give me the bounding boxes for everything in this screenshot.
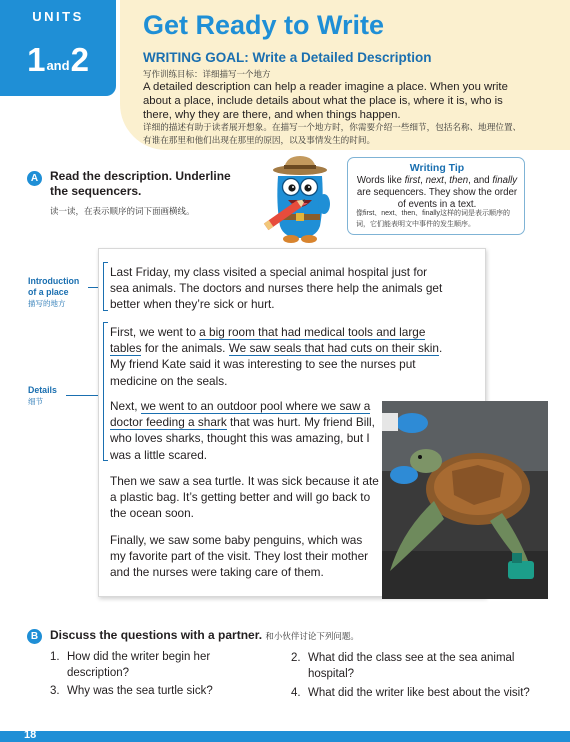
section-a-instruction: Read the description. Underline the sequencers. (50, 169, 231, 198)
label-introduction-translation: 描写的地方 (28, 299, 66, 308)
unit-number-first: 1 (27, 41, 46, 78)
passage-paragraph-3 (110, 398, 378, 463)
passage-text: . My friend Kate said it was interesting to see the nurses put medicine on the seals. (110, 341, 443, 388)
writing-tip-text (356, 175, 518, 211)
intro-translation: 详细的描述有助于读者展开想象。在描写一个地方时，你需要介绍一些细节，包括名称、地理位置、有谁在那里和他们出现在那里的原因，以及事情发生的时间。 (143, 122, 522, 145)
details-connector (66, 395, 100, 396)
section-b-badge: B (27, 629, 42, 644)
writing-tip-translation: 像first、next、then、finally这样的词是表示顺序的词，它们能表明文中事件的发生顺序。 (356, 210, 511, 228)
question-text: What did the writer like best about the visit? (308, 687, 530, 699)
mascot-explorer-icon (262, 154, 338, 244)
writing-goal-translation: 写作训练目标：详细描写一个地方 (143, 69, 271, 79)
underlined-detail: We saw seals that had cuts on their skin (228, 341, 439, 356)
question-text: How did the writer begin her description? (67, 651, 211, 679)
unit-numbers (0, 42, 116, 84)
tip-word-finally: finally (492, 175, 518, 186)
question-number: 4. (291, 687, 301, 699)
tip-separator: , (420, 175, 426, 186)
writing-tip-box (347, 157, 525, 235)
tip-text-part: are sequencers. They show the order of events in a text. (356, 187, 518, 210)
passage-text: that was hurt. My friend Bill, who loves sharks, thought this was amazing, but I was a little scared. (110, 415, 375, 462)
passage-paragraph-5: Finally, we saw some baby penguins, which was my favorite part of the visit. They lost their mother and the nurses were taking care of them. (110, 533, 369, 580)
section-b-instruction-translation: 和小伙伴讨论下列问题。 (265, 631, 359, 641)
unit-and: and (46, 58, 70, 73)
underlined-detail: a big room that had medical tools and large tables (110, 325, 426, 356)
section-a-instruction-translation: 读一读，在表示顺序的词下面画横线。 (50, 206, 195, 216)
underlined-detail: we went to an outdoor pool where we saw a doctor feeding a shark (110, 399, 371, 430)
question-text: Why was the sea turtle sick? (67, 685, 213, 697)
label-introduction (28, 276, 86, 309)
passage-paragraph-2 (110, 324, 450, 389)
page-number: 18 (24, 729, 37, 741)
unit-number-second: 2 (70, 41, 89, 78)
section-a-badge: A (27, 171, 42, 186)
question-text: What did the class see at the sea animal hospital? (308, 652, 515, 680)
intro-text: A detailed description can help a reader imagine a place. When you write about a place, include details about what the place is, where it is, who is there, why they are there, and when things happen. (143, 81, 508, 121)
tip-separator: , (443, 175, 450, 186)
passage-text: for the animals. (141, 341, 229, 356)
details-bracket (103, 322, 108, 461)
tip-text-part: , and (468, 175, 493, 186)
section-b-instruction (50, 628, 359, 642)
page-title: Get Ready to Write (143, 10, 385, 40)
writing-tip-title: Writing Tip (409, 162, 465, 174)
label-details-text: Details (28, 385, 57, 395)
tip-word-next: next (425, 175, 444, 186)
passage-text: First, we went to (110, 325, 200, 339)
label-introduction-text: Introduction of a place (28, 276, 80, 297)
passage-text: Next, (110, 399, 141, 413)
question-number: 2. (291, 652, 301, 664)
writing-goal: WRITING GOAL: Write a Detailed Description (143, 50, 432, 65)
unit-tab (0, 0, 116, 96)
question-number: 3. (50, 685, 60, 697)
footer-bar (0, 731, 570, 742)
units-label: UNITS (32, 9, 84, 24)
tip-word-first: first (404, 175, 421, 186)
introduction-bracket (103, 262, 108, 311)
passage-paragraph-1: Last Friday, my class visited a special animal hospital just for sea animals. The doctors and nurses there help the animals get better when they’re sick or hurt. (110, 265, 443, 312)
tip-text-part: Words like (356, 175, 405, 186)
section-b-instruction-text: Discuss the questions with a partner. (50, 628, 263, 642)
tip-word-then: then (449, 175, 469, 186)
label-details-translation: 细节 (28, 397, 43, 406)
label-details (28, 385, 57, 407)
passage-paragraph-4: Then we saw a sea turtle. It was sick because it ate a plastic bag. It’s getting better and will go back to the ocean soon. (110, 474, 379, 521)
sea-turtle-photo (382, 401, 548, 599)
question-number: 1. (50, 651, 60, 663)
